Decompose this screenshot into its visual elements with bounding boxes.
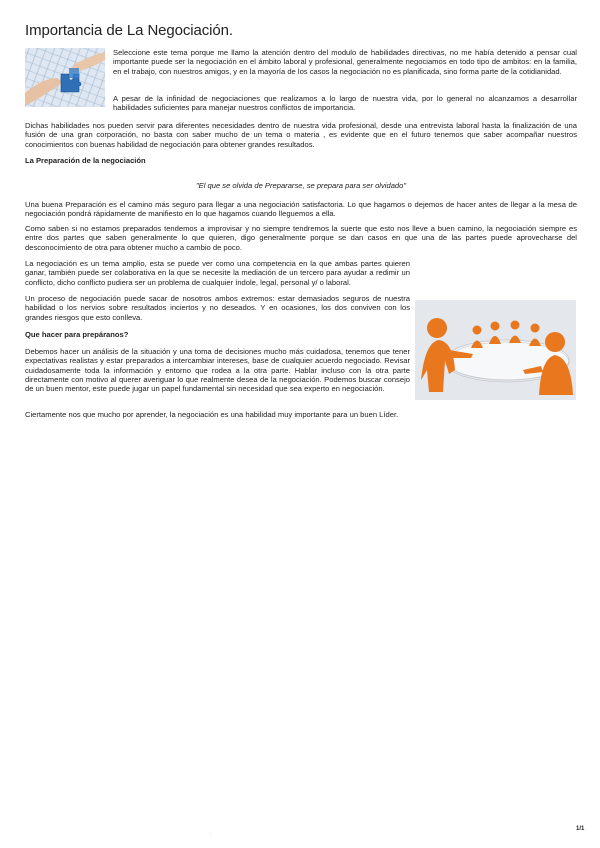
intro-paragraph-2: A pesar de la infinidad de negociaciones que realizamos a lo largo de nuestra vida, por lo general no alcanzamos a desarrollar habilidades suficientes para manejar nuestros conflictos de importancia. (113, 94, 577, 113)
intro-paragraph-1: Seleccione este tema porque me llamo la atención dentro del modulo de habilidades directivas, no me había detenido a pensar cual importante puede ser la negociación en el ámbito laboral y profesional, generalmente negociamos en todo tipo de ambitos: en la familia, en el trabajo, con nuestros amigos, y en la mayoría de los casos la negociación no es planificada, sino forma parte de la cotidianidad. (113, 48, 577, 76)
section-heading-prepararnos: Que hacer para prepáranos? (25, 330, 129, 339)
puzzle-hands-image (25, 48, 105, 107)
section-heading-preparacion: La Preparación de la negociación (25, 156, 146, 165)
meeting-illustration (415, 300, 576, 400)
page-number: 1/1 (576, 826, 585, 832)
preparacion-paragraph-1: Una buena Preparación es el camino más seguro para llegar a una negociación satisfactoria. Lo que hagamos o dejemos de hacer antes de llegar a la mesa de negociación pondrá rápidamente de manifiesto en lo que hagamos cuando lleguemos a ella. (25, 200, 577, 219)
prepararnos-paragraph-1: Debemos hacer un análisis de la situación y una toma de decisiones mucho más cuidadosa, tenemos que tener expectativas realistas y estar preparados a intercambiar intereses, base de cualquier acuerdo negociado. Revisar cuidadosamente toda la información y entorno que rodea a la otra parte. Hablar incluso con la otra parte directamente con motivo al querer averiguar lo que realmente desea de la negociación. Podemos buscar consejo de un buen mentor, este puede jugar un papel fundamental sin necesidad que sea experto en negociación. (25, 347, 410, 394)
intro-paragraph-3: Dichas habilidades nos pueden servir para diferentes necesidades dentro de nuestra vida profesional, desde una entrevista laboral hasta la finalización de una fusión de una gran corporación, no basta con saber mucho de un tema o materia , es evidente que en el futuro tenemos que saber acompañar nuestros conocimientos con buenas habilidad de negociación para obtener grandes resultados. (25, 121, 577, 149)
preparacion-paragraph-2: Como saben si no estamos preparados tendemos a improvisar y no siempre tendremos la suerte que esto nos lleve a buen camino, la negociación siempre es entre dos partes que saben generalmente lo que quieren, digo generalmente porque se dan casos en que una de las partes puede aprovecharse del desconocimiento de otra para obtener mucho a cambio de poco. (25, 224, 577, 252)
footer-mark: . (210, 830, 212, 836)
page-title: Importancia de La Negociación. (25, 22, 233, 39)
orange-figures-meeting-image (415, 300, 576, 400)
preparacion-paragraph-3: La negociación es un tema amplio, esta se puede ver como una competencia en la que ambas partes quieren ganar, también puede ser colaborativa en la que se necesite la mediación de un tercero para ayudar a redimir un conflicto, dicho conflicto pudiera ser un problema de cualquier índole, legal, personal y/ o laboral. (25, 259, 410, 287)
prepararnos-paragraph-2: Ciertamente nos que mucho por aprender, la negociación es una habilidad muy importante para un buen Líder. (25, 410, 399, 419)
preparacion-paragraph-4: Un proceso de negociación puede sacar de nosotros ambos extremos: estar demasiados seguros de nuestra habilidad o los nervios sobre resultados inciertos y no deseados. Y en ocasiones, los dos conviven con los grandes riesgos que esto conlleva. (25, 294, 410, 322)
puzzle-hands-illustration (25, 48, 105, 107)
quote: "El que se olvida de Prepararse, se prepara para ser olvidado" (195, 181, 407, 190)
